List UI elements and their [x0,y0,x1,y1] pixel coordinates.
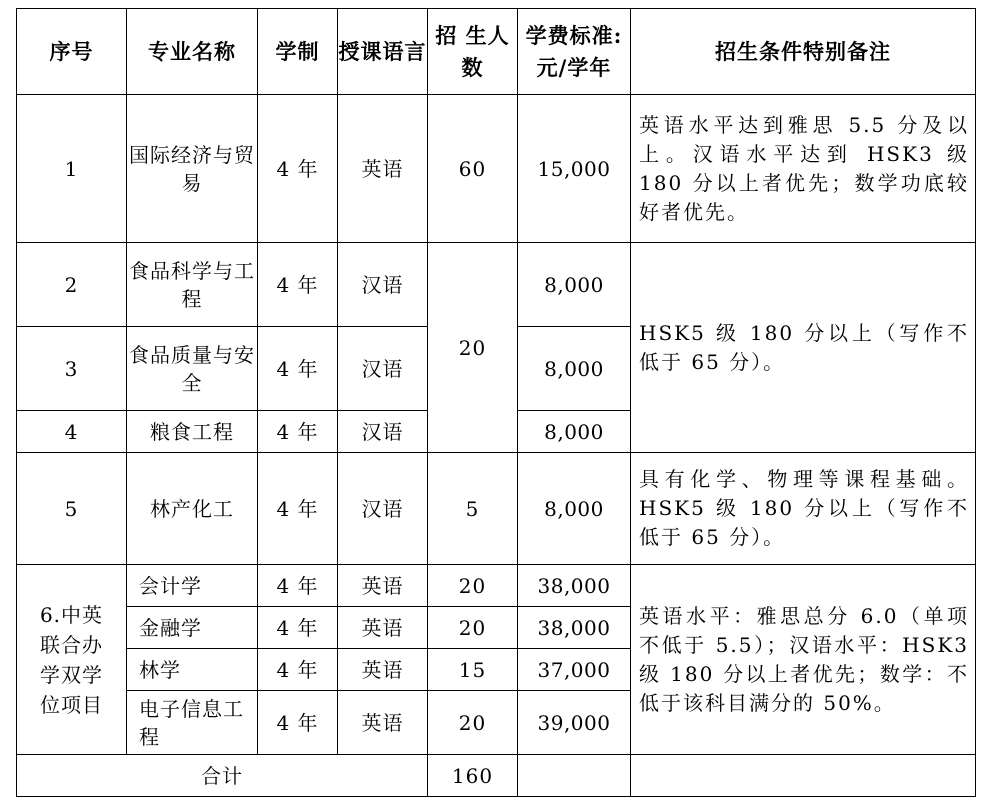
row-major: 电子信息工程 [127,691,258,755]
row-quota: 20 [428,565,518,607]
header-tuition: 学费标准:元/学年 [518,9,631,95]
row-index: 5 [17,453,127,565]
header-major: 专业名称 [127,9,258,95]
row-duration: 4 年 [258,327,338,411]
row-duration: 4 年 [258,607,338,649]
row-tuition: 8,000 [518,453,631,565]
total-notes-empty [631,755,976,797]
row-duration: 4 年 [258,565,338,607]
row-major: 会计学 [127,565,258,607]
table-row [17,565,976,607]
row-language: 英语 [338,607,428,649]
program6-notes: 英语水平：雅思总分 6.0（单项不低于 5.5）；汉语水平：HSK3 级 180 分以上者优先；数学：不低于该科目满分的 50%。 [631,565,976,755]
row-tuition: 15,000 [518,95,631,243]
row-duration: 4 年 [258,95,338,243]
row-tuition: 8,000 [518,243,631,327]
row-index: 4 [17,411,127,453]
row-major: 金融学 [127,607,258,649]
row-major: 食品科学与工程 [127,243,258,327]
total-tuition-empty [518,755,631,797]
row-quota: 15 [428,649,518,691]
row-index: 2 [17,243,127,327]
row-major: 粮食工程 [127,411,258,453]
row-duration: 4 年 [258,649,338,691]
row-notes: 具有化学、物理等课程基础。HSK5 级 180 分以上（写作不低于 65 分）。 [631,453,976,565]
table-row [17,453,976,565]
row-tuition: 37,000 [518,649,631,691]
header-duration: 学制 [258,9,338,95]
row-language: 英语 [338,691,428,755]
row-tuition: 38,000 [518,565,631,607]
total-label: 合计 [17,755,428,797]
row-major: 林产化工 [127,453,258,565]
row-quota: 20 [428,691,518,755]
row-duration: 4 年 [258,411,338,453]
table-row [17,95,976,243]
row-quota: 60 [428,95,518,243]
row-language: 英语 [338,649,428,691]
row-major: 林学 [127,649,258,691]
row-notes: 英语水平达到雅思 5.5 分及以上。汉语水平达到 HSK3 级 180 分以上者优先；数学功底较好者优先。 [631,95,976,243]
total-quota: 160 [428,755,518,797]
row-duration: 4 年 [258,691,338,755]
row-index: 3 [17,327,127,411]
row-language: 英语 [338,95,428,243]
header-quota: 招 生人数 [428,9,518,95]
row-tuition: 8,000 [518,327,631,411]
row-language: 汉语 [338,243,428,327]
row-language: 英语 [338,565,428,607]
row-quota: 20 [428,607,518,649]
row-tuition: 39,000 [518,691,631,755]
row-index: 1 [17,95,127,243]
header-notes: 招生条件特别备注 [631,9,976,95]
table-row [17,243,976,327]
row-language: 汉语 [338,411,428,453]
row-language: 汉语 [338,327,428,411]
row-major: 国际经济与贸易 [127,95,258,243]
group-quota: 20 [428,243,518,453]
row-tuition: 8,000 [518,411,631,453]
row-major: 食品质量与安全 [127,327,258,411]
admissions-table [16,8,976,797]
row-tuition: 38,000 [518,607,631,649]
row-language: 汉语 [338,453,428,565]
total-row [17,755,976,797]
program6-title: 6.中英联合办学双学位项目 [17,565,127,755]
row-quota: 5 [428,453,518,565]
group-notes: HSK5 级 180 分以上（写作不低于 65 分）。 [631,243,976,453]
header-index: 序号 [17,9,127,95]
header-row [17,9,976,95]
header-language: 授课语言 [338,9,428,95]
row-duration: 4 年 [258,453,338,565]
row-duration: 4 年 [258,243,338,327]
